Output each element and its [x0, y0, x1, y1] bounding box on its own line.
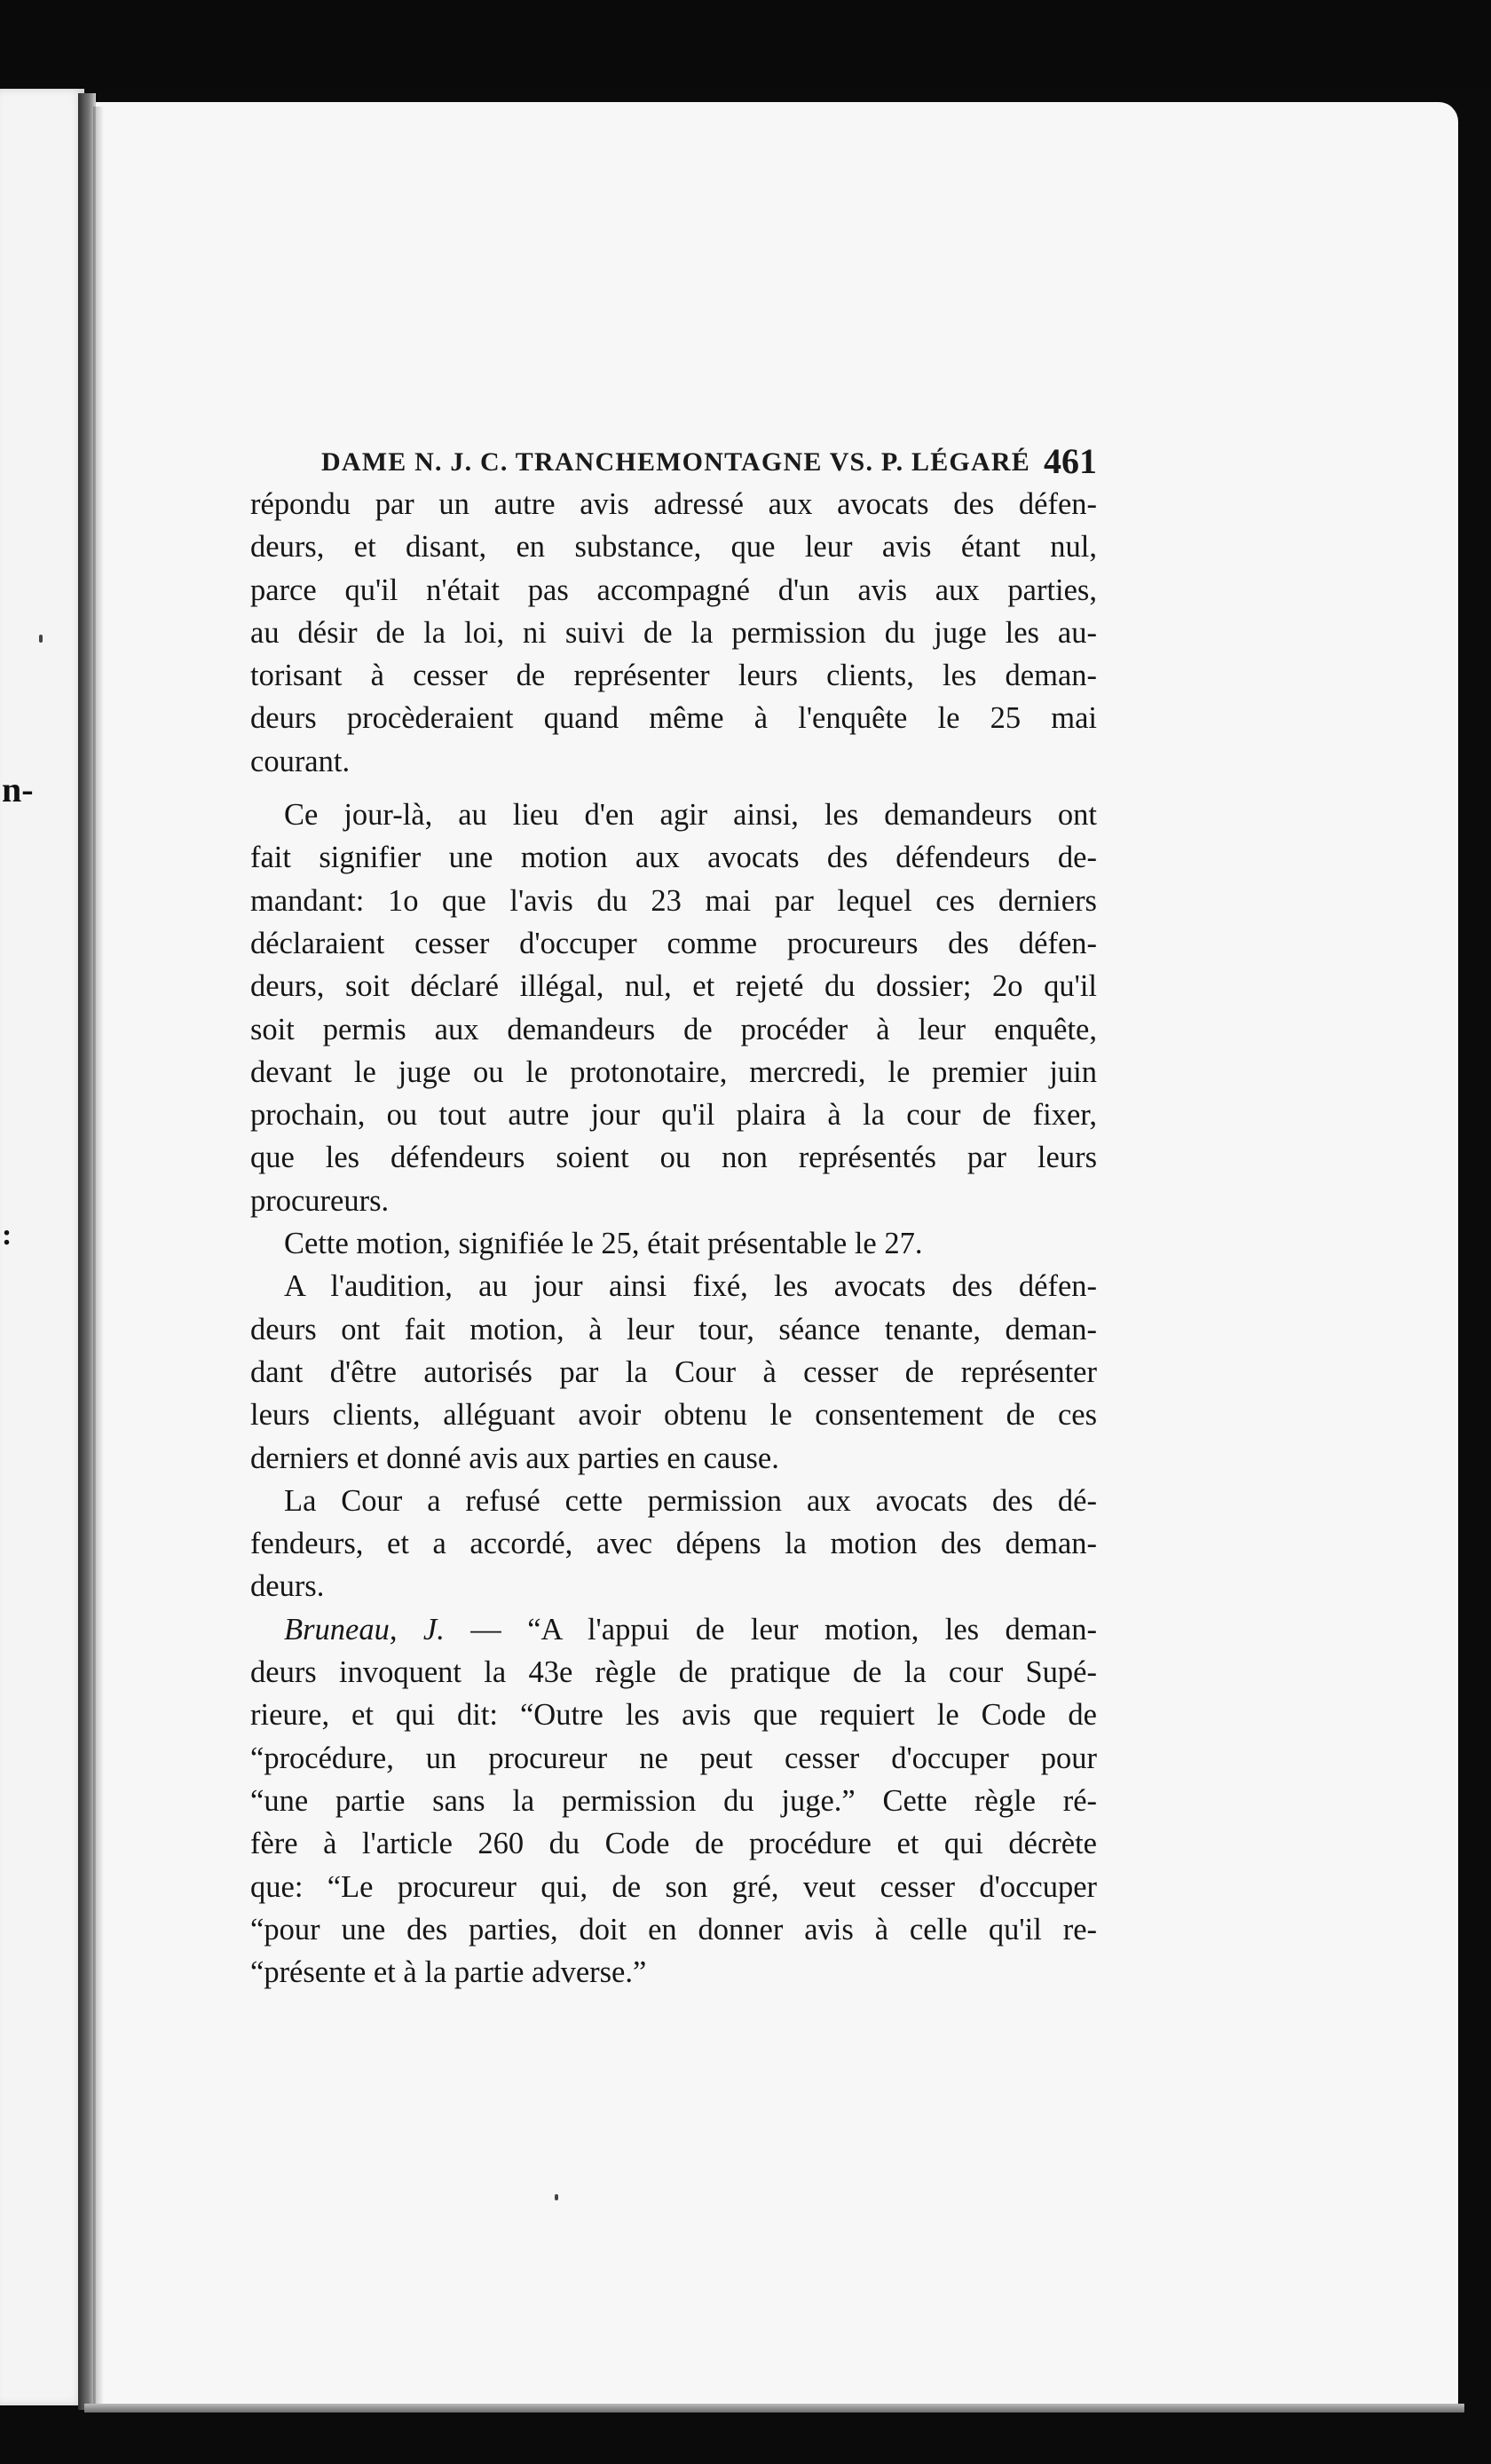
paragraph-3 — [250, 1222, 1097, 1265]
text-line: “une partie sans la permission du juge.” Cette règle ré- — [250, 1783, 1097, 1818]
text-line: déclaraient cesser d'occuper comme procureurs des défen- — [250, 926, 1097, 960]
text-line: La Cour a refusé cette permission aux avocats des dé- — [284, 1483, 1097, 1518]
text-line: au désir de la loi, ni suivi de la permission du juge les au- — [250, 615, 1097, 650]
text-line: deurs. — [250, 1569, 325, 1604]
text-line: mandant: 1o que l'avis du 23 mai par lequel ces derniers — [250, 883, 1097, 918]
text-line: A l'audition, au jour ainsi fixé, les avocats des défen- — [284, 1269, 1097, 1304]
text-line: deurs ont fait motion, à leur tour, séance tenante, deman- — [250, 1312, 1097, 1347]
text-line: fait signifier une motion aux avocats des défendeurs de- — [250, 841, 1097, 875]
gutter-shadow — [93, 107, 104, 2405]
running-head — [250, 430, 1097, 483]
page-number: 461 — [1044, 441, 1097, 481]
text-line — [250, 1608, 1097, 1651]
text-line: derniers et donné avis aux parties en cause. — [250, 1441, 779, 1475]
text-line: prochain, ou tout autre jour qu'il plaira à la cour de fixer, — [250, 1098, 1097, 1133]
facing-page — [0, 89, 84, 2405]
facing-page-fragment: : — [2, 1219, 12, 1252]
paragraph-2 — [250, 794, 1097, 1222]
text-line: procureurs. — [250, 1183, 390, 1218]
text-line: “présente et à la partie adverse.” — [250, 1955, 647, 1990]
running-head-title: DAME N. J. C. TRANCHEMONTAGNE VS. P. LÉGARÉ — [321, 447, 1030, 477]
text-line: torisant à cesser de représenter leurs clients, les deman- — [250, 659, 1097, 693]
scan-top-border — [0, 0, 1491, 89]
paragraph-6 — [250, 1608, 1097, 1994]
text-run: — “A l'appui de leur motion, les deman- — [444, 1612, 1097, 1647]
text-line: que: “Le procureur qui, de son gré, veut cesser d'occuper — [250, 1869, 1097, 1904]
text-line: “procédure, un procureur ne peut cesser d'occuper pour — [250, 1741, 1097, 1775]
text-line: courant. — [250, 744, 351, 778]
text-line: dant d'être autorisés par la Cour à cesser de représenter — [250, 1354, 1097, 1389]
text-line: “pour une des parties, doit en donner avis à celle qu'il re- — [250, 1912, 1097, 1947]
text-line: rieure, et qui dit: “Outre les avis que requiert le Code de — [250, 1698, 1097, 1733]
text-line: que les défendeurs soient ou non représentés par leurs — [250, 1141, 1097, 1175]
text-line: deurs procèderaient quand même à l'enquête le 25 mai — [250, 701, 1097, 736]
paragraph-1 — [250, 483, 1097, 783]
text-line: deurs invoquent la 43e règle de pratique de la cour Supé- — [250, 1655, 1097, 1690]
page-text — [250, 430, 1097, 1994]
paragraph-4 — [250, 1265, 1097, 1479]
paragraph-5 — [250, 1480, 1097, 1608]
text-line: devant le juge ou le protonotaire, mercredi, le premier juin — [250, 1054, 1097, 1089]
specks — [555, 2194, 558, 2200]
text-line: parce qu'il n'était pas accompagné d'un avis aux parties, — [250, 573, 1097, 607]
text-line: fère à l'article 260 du Code de procédure et qui décrète — [250, 1827, 1097, 1861]
text-line: deurs, et disant, en substance, que leur avis étant nul, — [250, 530, 1097, 565]
text-line: fendeurs, et a accordé, avec dépens la motion des deman- — [250, 1527, 1097, 1561]
text-line: deurs, soit déclaré illégal, nul, et rejeté du dossier; 2o qu'il — [250, 969, 1097, 1004]
specks — [39, 635, 43, 643]
facing-page-fragment: n- — [2, 770, 34, 809]
text-line: Ce jour-là, au lieu d'en agir ainsi, les demandeurs ont — [284, 798, 1097, 833]
text-line: répondu par un autre avis adressé aux avocats des défen- — [250, 487, 1097, 521]
text-line: soit permis aux demandeurs de procéder à leur enquête, — [250, 1012, 1097, 1046]
text-line: Cette motion, signifiée le 25, était présentable le 27. — [284, 1227, 923, 1261]
page-bottom-edge — [84, 2404, 1464, 2413]
text-line: leurs clients, alléguant avoir obtenu le consentement de ces — [250, 1398, 1097, 1433]
judge-name: Bruneau, J. — [284, 1612, 445, 1647]
